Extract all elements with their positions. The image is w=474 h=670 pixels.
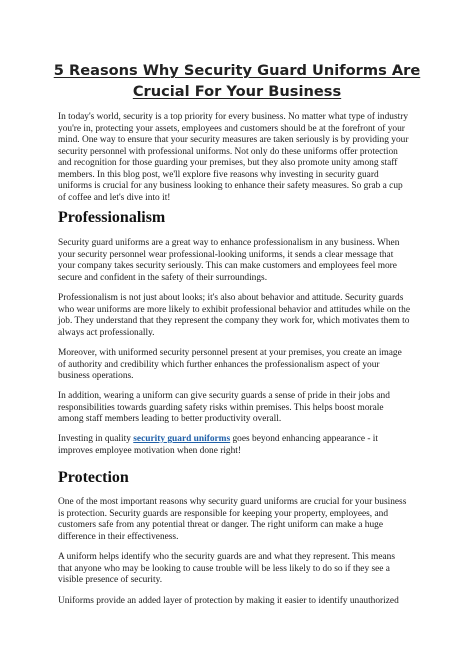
professionalism-paragraph-5: [58, 434, 418, 457]
paragraph-line: responsibilities towards guarding safety risks within premises. This helps boost morale: [58, 402, 384, 413]
paragraph-line: In addition, wearing a uniform can give security guards a sense of pride in their jobs and: [58, 391, 390, 401]
intro-line: you're in, protecting your assets, employees and customers should be at the forefront of your: [58, 123, 405, 134]
intro-paragraph: [58, 112, 418, 204]
paragraph-line: that anyone who may be looking to cause trouble will be less likely to do so if they see a: [58, 563, 390, 574]
paragraph-line: your company takes security seriously. This can make customers and employees feel more: [58, 261, 397, 271]
professionalism-paragraph-2: [58, 293, 418, 339]
title-line-1: 5 Reasons Why Security Guard Uniforms Are: [53, 62, 421, 79]
professionalism-paragraph-4: [58, 391, 418, 426]
intro-line: members. In this blog post, we'll explore five reasons why investing in security guard: [58, 169, 379, 180]
paragraph-line: Moreover, with uniformed security personnel present at your premises, you create an image: [58, 348, 402, 358]
intro-line: In today's world, security is a top priority for every business. No matter what type of industry: [58, 112, 409, 122]
intro-line: of coffee and let's dive into it!: [58, 192, 171, 203]
paragraph-line: A uniform helps identify who the security guards are and what they represent. This means: [58, 552, 395, 562]
intro-line: uniforms is crucial for any business looking to enhance their safety measures. So grab a cup: [58, 181, 403, 191]
section-heading-professionalism: Professionalism: [58, 209, 166, 226]
paragraph-text: goes beyond enhancing appearance - it: [230, 434, 378, 444]
professionalism-paragraph-1: [58, 238, 418, 284]
paragraph-line: Security guard uniforms are a great way to enhance professionalism in any business. When: [58, 238, 400, 248]
paragraph-line: [58, 434, 418, 446]
paragraph-line: of authority and credibility which further enhances the professionalism aspect of your: [58, 359, 380, 370]
protection-paragraph-3: [58, 596, 418, 608]
paragraph-line: difference in their effectiveness.: [58, 531, 179, 542]
paragraph-line: Uniforms provide an added layer of protection by making it easier to identify unauthorized: [58, 596, 399, 606]
paragraph-line: always act professionally.: [58, 327, 155, 338]
paragraph-line: visible presence of security.: [58, 575, 163, 585]
paragraph-text: Investing in quality: [58, 434, 134, 444]
intro-line: security personnel with professional uniforms. Not only do these uniforms offer protection: [58, 146, 398, 157]
paragraph-line: business operations.: [58, 371, 134, 381]
document-title: [40, 60, 434, 102]
paragraph-line: customers safe from any potential threat or danger. The right uniform can make a huge: [58, 520, 383, 530]
intro-line: mind. One way to ensure that your security measures are taken seriously is by providing your: [58, 135, 409, 145]
section-heading-protection: Protection: [58, 469, 129, 486]
paragraph-line: among staff members leading to better productivity overall.: [58, 414, 282, 424]
title-line-2: Crucial For Your Business: [132, 83, 342, 100]
protection-paragraph-1: [58, 497, 418, 543]
security-guard-uniforms-link[interactable]: security guard uniforms: [133, 434, 231, 444]
paragraph-line: is protection. Security guards are responsible for keeping your property, employees, and: [58, 508, 389, 519]
paragraph-line: One of the most important reasons why security guard uniforms are crucial for your business: [58, 497, 407, 507]
protection-paragraph-2: [58, 552, 418, 587]
paragraph-line: improves employee motivation when done right!: [58, 445, 242, 456]
paragraph-line: job. They understand that they represent the company they work for, which motivates them to: [58, 316, 410, 326]
paragraph-line: secure and confident in the safety of their surroundings.: [58, 272, 268, 283]
paragraph-line: Professionalism is not just about looks; it's also about behavior and attitude. Security guards: [58, 293, 404, 303]
paragraph-line: your security personnel wear professional-looking uniforms, it sends a clear message that: [58, 249, 394, 260]
intro-line: and recognition for those guarding your premises, but they also promote unity among staff: [58, 158, 398, 168]
professionalism-paragraph-3: [58, 348, 418, 383]
paragraph-line: who wear uniforms are more likely to exhibit professional behavior and attitudes while on the: [58, 304, 410, 315]
